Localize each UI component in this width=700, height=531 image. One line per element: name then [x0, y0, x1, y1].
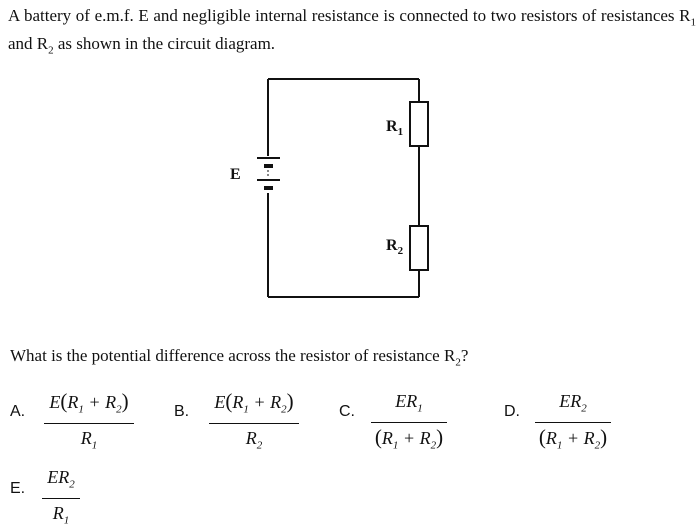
- option-b-numerator: $E(R_1 + R_2)$: [214, 389, 294, 416]
- question-prompt: [10, 345, 468, 373]
- option-a-numerator: $E(R_1 + R_2)$: [49, 389, 129, 416]
- option-c-fraction-bar: [371, 422, 447, 423]
- r2-label: $R_2$: [386, 237, 404, 257]
- prompt-end: ?: [460, 346, 469, 365]
- option-c-letter[interactable]: C.: [339, 403, 355, 420]
- battery-symbol: [257, 158, 280, 188]
- resistor-r2: [410, 226, 428, 270]
- option-d-fraction[interactable]: [535, 390, 611, 456]
- resistor-r1: [410, 102, 428, 146]
- option-c-numerator: $ER_1$: [395, 391, 423, 415]
- option-d-fraction-bar: [535, 422, 611, 423]
- option-c-denominator: $(R_1 + R_2)$: [374, 424, 444, 452]
- stem-text-and: and R: [8, 34, 49, 54]
- option-e-numerator: $ER_2$: [47, 467, 75, 491]
- prompt-subscript: 2: [455, 356, 461, 369]
- option-a-denominator: $R_1$: [80, 427, 98, 452]
- option-e-fraction-bar: [42, 498, 80, 499]
- prompt-text: What is the potential difference across the resistor of resistance R: [10, 346, 456, 365]
- option-a-letter[interactable]: A.: [10, 403, 26, 420]
- r1-label: $R_1$: [386, 118, 404, 138]
- option-a-fraction[interactable]: [44, 390, 134, 456]
- stem-text-end: as shown in the circuit diagram.: [53, 34, 276, 54]
- option-e-fraction[interactable]: [42, 466, 80, 531]
- option-e-denominator: $R_1$: [52, 502, 70, 527]
- battery-label: E: [230, 166, 241, 183]
- option-d-numerator: $ER_2$: [559, 391, 587, 415]
- option-a-fraction-bar: [44, 423, 134, 424]
- stem-r2-subscript: 2: [48, 44, 54, 57]
- stem-r1-subscript: 1: [690, 16, 696, 29]
- option-c-fraction[interactable]: [371, 390, 447, 456]
- option-b-letter[interactable]: B.: [174, 403, 190, 420]
- option-b-denominator: $R_2$: [245, 427, 263, 452]
- option-b-fraction[interactable]: [209, 390, 299, 456]
- option-b-fraction-bar: [209, 423, 299, 424]
- option-d-denominator: $(R_1 + R_2)$: [538, 424, 608, 452]
- option-e-letter[interactable]: E.: [10, 480, 26, 497]
- stem-text: A battery of e.m.f. E and negligible internal resistance is connected to two resistors of resistances R: [8, 6, 691, 25]
- option-d-letter[interactable]: D.: [504, 403, 520, 420]
